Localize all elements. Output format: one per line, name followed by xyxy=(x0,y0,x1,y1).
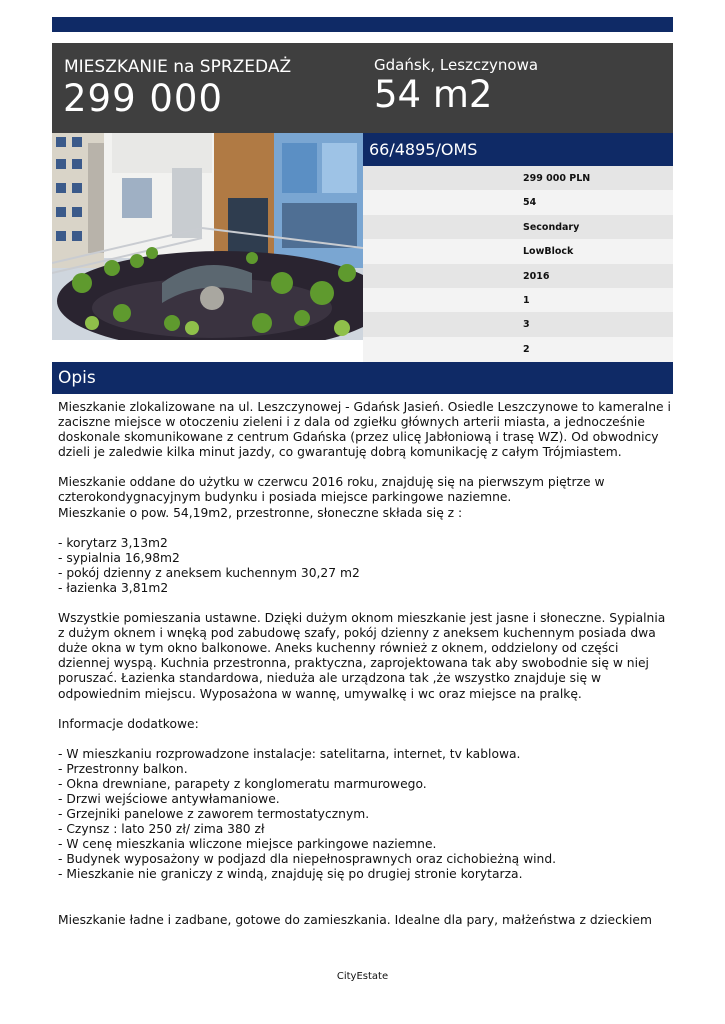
reference-bar xyxy=(363,133,673,166)
detail-value: 2 xyxy=(523,343,530,355)
offer-price: 299 000 xyxy=(63,77,224,120)
top-accent-bar xyxy=(52,17,673,32)
detail-row-market xyxy=(363,215,673,239)
description-body xyxy=(58,400,672,928)
detail-value: Secondary xyxy=(523,221,580,233)
description-paragraph: Mieszkanie ładne i zadbane, gotowe do zamieszkania. Idealne dla pary, małżeństwa z dzieckiem xyxy=(58,912,652,927)
offer-location: Gdańsk, Leszczynowa xyxy=(374,56,539,74)
detail-value: 299 000 PLN xyxy=(523,173,591,184)
description-paragraph: - korytarz 3,13m2 - sypialnia 16,98m2 - pokój dzienny z aneksem kuchennym 30,27 m2 - łazienka 3,81m2 xyxy=(58,535,360,595)
detail-row-building-type xyxy=(363,239,673,263)
listing-header xyxy=(52,43,673,133)
details-table xyxy=(363,166,673,363)
detail-row-bedrooms xyxy=(363,337,673,363)
detail-row-rooms xyxy=(363,312,673,336)
detail-value: 3 xyxy=(523,319,530,331)
detail-value: LowBlock xyxy=(523,246,574,258)
section-title: Opis xyxy=(58,368,96,388)
description-paragraph: Mieszkanie oddane do użytku w czerwcu 2016 roku, znajduję się na pierwszym piętrze w czterokondygnacyjnym budynku i posiada miejsce parkingowe naziemne. Mieszkanie o pow. 54,19m2, przestronne, słoneczne składa się z : xyxy=(58,475,605,520)
detail-value: 54 xyxy=(523,197,537,209)
detail-row-price xyxy=(363,166,673,190)
detail-row-floor xyxy=(363,288,673,312)
detail-value: 1 xyxy=(523,294,530,306)
offer-area: 54 m2 xyxy=(374,73,493,116)
footer-brand: CityEstate xyxy=(336,971,389,982)
detail-row-year xyxy=(363,264,673,288)
property-photo xyxy=(52,133,363,340)
offer-type: MIESZKANIE na SPRZEDAŻ xyxy=(64,57,292,77)
description-paragraph: Mieszkanie zlokalizowane na ul. Leszczynowej - Gdańsk Jasień. Osiedle Leszczynowe to kameralne i zaciszne miejsce w otoczeniu zieleni i z dala od zgiełku głównych arterii miasta, a jednocześnie doskonale skomunikowane z centrum Gdańska (przez ulicę Jabłoniową i trasę WZ). Od obwodnicy dzieli je zaledwie kilka minut jazdy, co gwarantuję dobrą komunikację z całym Trójmiastem. xyxy=(58,400,671,460)
description-header xyxy=(52,362,673,394)
reference-number: 66/4895/OMS xyxy=(369,140,478,159)
description-paragraph: Wszystkie pomieszania ustawne. Dzięki dużym oknom mieszkanie jest jasne i słoneczne. Sypialnia z dużym oknem i wnęką pod zabudowę szafy, pokój dzienny z aneksem kuchennym posiada dwa duże okna w tym okno balkonowe. Aneks kuchenny również z oknem, oddzielony od części dziennej wyspą. Kuchnia przestronna, praktyczna, zaprojektowana tak aby swobodnie się w niej poruszać. Łazienka standardowa, nieduża ale urządzona tak ,że wszystko znajduje się w odpowiednim miejscu. Wyposażona w wannę, umywalkę i wc oraz miejsce na pralkę. xyxy=(58,611,666,701)
detail-value: 2016 xyxy=(523,270,550,282)
detail-row-area xyxy=(363,190,673,214)
description-paragraph: Informacje dodatkowe: xyxy=(58,716,199,731)
description-paragraph: - W mieszkaniu rozprowadzone instalacje: satelitarna, internet, tv kablowa. - Przestronny balkon. - Okna drewniane, parapety z konglomeratu marmurowego. - Drzwi wejściowe antywłamaniowe. - Grzejniki panelowe z zaworem termostatycznym. - Czynsz : lato 250 zł/ zima 380 zł - W cenę mieszkania wliczone miejsce parkingowe naziemne. - Budynek wyposażony w podjazd dla niepełnosprawnych oraz cichobieżną wind. - Mieszkanie nie graniczy z windą, znajduję się po drugiej stronie korytarza. xyxy=(58,746,557,882)
